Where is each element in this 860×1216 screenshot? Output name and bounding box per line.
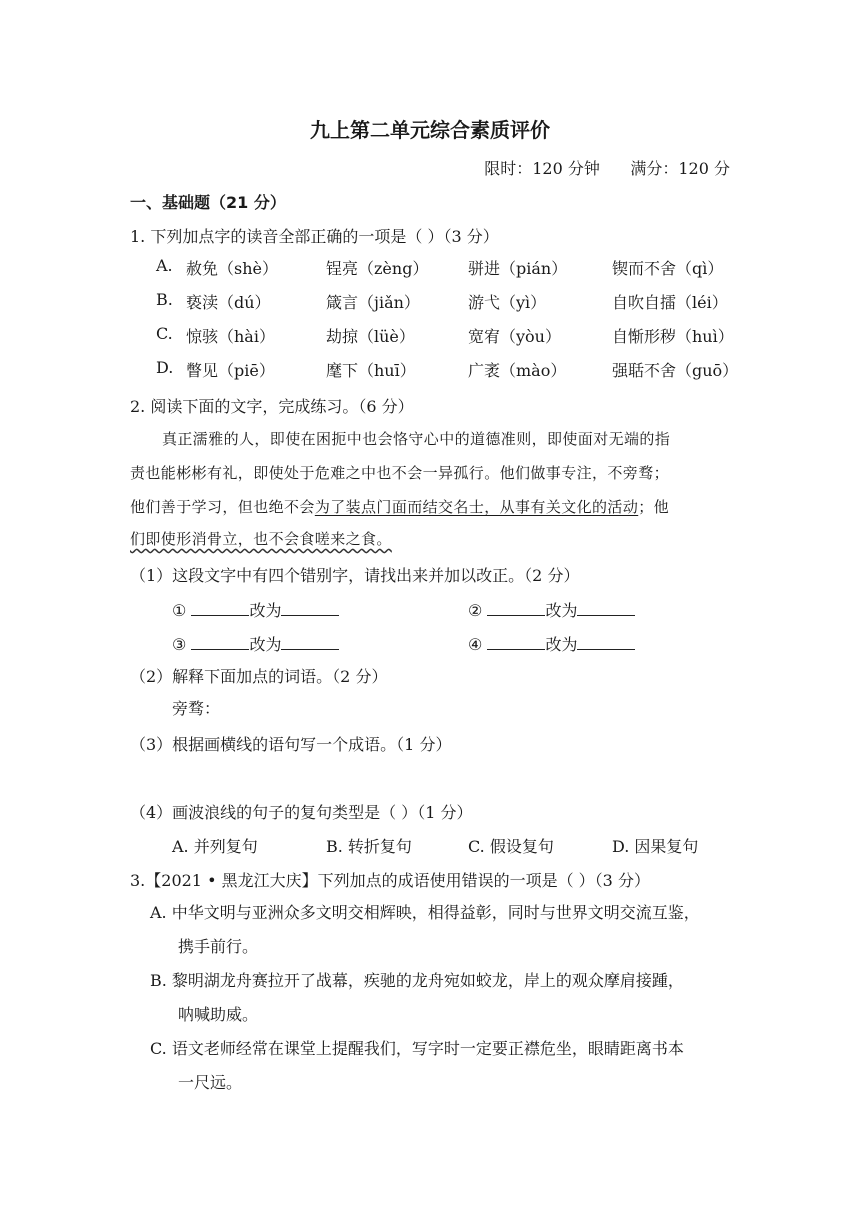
passage-line-3c: ；他 (638, 498, 670, 516)
q2-sub-2-term: 旁骛： (172, 699, 221, 718)
passage-line-2: 责也能彬彬有礼，即使处于危难之中也不会一异孤行。他们做事专注，不旁骛； (130, 464, 670, 482)
right-char-blank-2[interactable] (577, 601, 635, 616)
passage-line-3 (130, 496, 730, 517)
time-limit: 限时：120 分钟 (484, 159, 600, 178)
correction-4-word: 改为 (545, 635, 578, 654)
q2-sub-4: （4）画波浪线的句子的复句类型是（ ）（1 分） (130, 803, 473, 822)
question-1-stem: 1. 下列加点字的读音全部正确的一项是（ ）（3 分） (130, 227, 499, 246)
q1-option-c-label: C. (156, 324, 173, 343)
q1-a-item-1: 赦免（shè） (186, 259, 278, 278)
exam-meta (484, 156, 730, 179)
correction-3-num: ③ (172, 635, 187, 654)
correction-3 (172, 632, 339, 655)
passage-line-1: 真正濡雅的人，即使在困扼中也会恪守心中的道德准则，即使面对无端的指 (162, 430, 671, 448)
passage-line-3a: 他们善于学习，但也绝不会 (130, 498, 315, 516)
q1-a-item-4: 锲而不舍（qì） (612, 259, 724, 278)
correction-4-num: ④ (468, 635, 483, 654)
q2-sub-2: （2）解释下面加点的词语。（2 分） (130, 667, 388, 686)
passage-line-4 (130, 528, 730, 549)
q2-4-option-a: A. 并列复句 (172, 837, 258, 856)
correction-2-word: 改为 (545, 601, 578, 620)
q1-c-item-1: 惊骇（hài） (186, 327, 275, 346)
q3-option-a-line-1: A. 中华文明与亚洲众多文明交相辉映，相得益彰，同时与世界文明交流互鉴， (150, 903, 700, 922)
correction-3-word: 改为 (249, 635, 282, 654)
q2-4-option-c: C. 假设复句 (468, 837, 554, 856)
q3-option-b-line-1: B. 黎明湖龙舟赛拉开了战幕，疾驰的龙舟宛如蛟龙，岸上的观众摩肩接踵， (150, 971, 684, 990)
wrong-char-blank-2[interactable] (487, 601, 545, 616)
wavy-sentence: 们即使形消骨立，也不会食嗟来之食。 (130, 530, 392, 548)
q1-b-item-4: 自吹自擂（léi） (612, 293, 728, 312)
q1-d-item-4: 强聒不舍（guō） (612, 361, 739, 380)
q2-4-option-d: D. 因果复句 (612, 837, 699, 856)
q1-d-item-2: 麾下（huī） (326, 361, 416, 380)
correction-2-num: ② (468, 601, 483, 620)
page-title: 九上第二单元综合素质评价 (310, 118, 550, 142)
q1-d-item-3: 广袤（mào） (468, 361, 567, 380)
q1-option-b-label: B. (156, 290, 173, 309)
right-char-blank-1[interactable] (281, 601, 339, 616)
q1-b-item-2: 箴言（jiǎn） (326, 293, 420, 312)
section-heading: 一、基础题（21 分） (130, 193, 286, 212)
question-2-stem: 2. 阅读下面的文字，完成练习。（6 分） (130, 397, 414, 416)
correction-1-num: ① (172, 601, 187, 620)
q3-option-a-line-2: 携手前行。 (178, 937, 259, 956)
q1-c-item-2: 劫掠（lüè） (326, 327, 415, 346)
full-score: 满分：120 分 (630, 159, 730, 178)
q1-c-item-4: 自惭形秽（huì） (612, 327, 734, 346)
q3-option-c-line-2: 一尺远。 (178, 1073, 243, 1092)
q1-option-a-label: A. (156, 256, 173, 275)
q2-sub-1: （1）这段文字中有四个错别字，请找出来并加以改正。（2 分） (130, 566, 580, 585)
q3-option-b-line-2: 呐喊助威。 (178, 1005, 259, 1024)
q1-b-item-1: 亵渎（dú） (186, 293, 271, 312)
q1-a-item-3: 骈进（pián） (468, 259, 568, 278)
question-3-stem: 3.【2021 • 黑龙江大庆】下列加点的成语使用错误的一项是（ ）（3 分） (130, 871, 650, 890)
right-char-blank-3[interactable] (281, 635, 339, 650)
correction-4 (468, 632, 635, 655)
q1-a-item-2: 锃亮（zèng） (326, 259, 429, 278)
wrong-char-blank-4[interactable] (487, 635, 545, 650)
q1-b-item-3: 游弋（yì） (468, 293, 547, 312)
correction-1-word: 改为 (249, 601, 282, 620)
q3-option-c-line-1: C. 语文老师经常在课堂上提醒我们，写字时一定要正襟危坐，眼睛距离书本 (150, 1039, 684, 1058)
correction-1 (172, 598, 339, 621)
wrong-char-blank-3[interactable] (191, 635, 249, 650)
q1-d-item-1: 瞥见（piē） (186, 361, 275, 380)
wrong-char-blank-1[interactable] (191, 601, 249, 616)
q1-option-d-label: D. (156, 358, 174, 377)
q2-4-option-b: B. 转折复句 (326, 837, 412, 856)
q2-sub-3: （3）根据画横线的语句写一个成语。（1 分） (130, 735, 452, 754)
right-char-blank-4[interactable] (577, 635, 635, 650)
q1-c-item-3: 宽宥（yòu） (468, 327, 561, 346)
underlined-sentence: 为了装点门面而结交名士，从事有关文化的活动 (314, 498, 639, 516)
correction-2 (468, 598, 635, 621)
